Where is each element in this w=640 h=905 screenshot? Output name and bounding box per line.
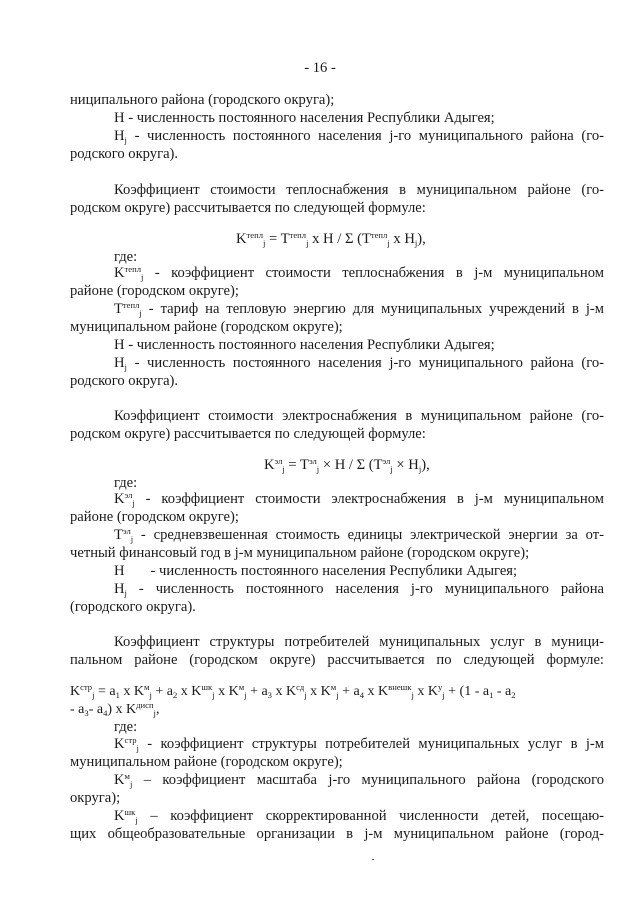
paragraph-line: родском округе) рассчитывается по следующей формуле: bbox=[70, 426, 426, 442]
definition-line: $K^м_j$ – коэффициент масштаба j-го муниципального района (городского bbox=[114, 771, 604, 789]
definition-line: $H_j$ - численность постоянного населения j-го муниципального района bbox=[114, 581, 604, 598]
definition-line: H - численность постоянного населения Республики Адыгея; bbox=[114, 563, 518, 579]
definition-line: $T^{тепл}_j$ - тариф на тепловую энергию для муниципальных учреждений в j-м bbox=[114, 300, 604, 318]
text-line: ниципального района (городского округа); bbox=[70, 92, 335, 108]
definition-line: $K^{эл}_j$ - коэффициент стоимости электроснабжения в j-м муниципальном bbox=[114, 490, 604, 508]
definition-line: щих общеобразовательные организации в j-м муниципальном районе (город- bbox=[70, 826, 604, 842]
definition-line: $K^{тепл}_j$ - коэффициент стоимости теплоснабжения в j-м муниципальном bbox=[114, 264, 604, 282]
definition-line: $H_j$ - численность постоянного населения j-го муниципального района (го- bbox=[114, 355, 604, 372]
scan-speck bbox=[372, 859, 374, 860]
definition-line: муниципальном районе (городском округе); bbox=[70, 754, 343, 770]
definition-line: $K^{стр}_j$ - коэффициент структуры потребителей муниципальных услуг в j-м bbox=[114, 735, 604, 753]
text-line: $H_j$ - численность постоянного населения j-го муниципального района (го- bbox=[114, 128, 604, 145]
definition-line: районе (городском округе); bbox=[70, 509, 239, 525]
text-line: родского округа). bbox=[70, 146, 179, 162]
formula-structure-line1: $K^{стр}_j = a_1$ x $K^м_j + a_2$ x $K^{шк}_j$ x $K^м_j + a_3$ x $K^{сд}_j$ x $K^м_j + a_4$ x $K^{внешк}_j$ x $K^у_j + (1 - a_1 - a_2$ bbox=[70, 682, 516, 700]
definition-line: (городского округа). bbox=[70, 599, 196, 615]
formula-electricity: $K^{эл}_j = T^{эл}_j \times H / \Sigma$ $(T^{эл}_j \times H_j)$, bbox=[264, 456, 430, 474]
definition-line: Н - численность постоянного населения Республики Адыгея; bbox=[114, 337, 495, 353]
page-number: - 16 - bbox=[304, 60, 336, 76]
where-label: где: bbox=[114, 475, 138, 491]
paragraph-line: Коэффициент стоимости электроснабжения в муниципальном районе (го- bbox=[114, 408, 604, 424]
definition-line: муниципальном районе (городском округе); bbox=[70, 319, 343, 335]
definition-line: $K^{шк}_j$ – коэффициент скорректированной численности детей, посещаю- bbox=[114, 807, 604, 825]
definition-line: $T^{эл}_j$ - средневзвешенная стоимость единицы электрической энергии за от- bbox=[114, 526, 604, 544]
where-label: где: bbox=[114, 719, 138, 735]
formula-structure-line2: - $a_3-$ $a_4$) x $K^{дисп}_j$, bbox=[70, 700, 160, 718]
paragraph-line: родском округе) рассчитывается по следующей формуле: bbox=[70, 200, 426, 216]
formula-heat: $K^{тепл}_j = T^{тепл}_j$ x H / Σ ($T^{тепл}_j$ x $H_j$), bbox=[236, 230, 426, 248]
paragraph-line: Коэффициент структуры потребителей муниципальных услуг в муници- bbox=[114, 634, 604, 650]
where-label: где: bbox=[114, 249, 138, 265]
definition-line: округа); bbox=[70, 790, 121, 806]
definition-line: районе (городском округе); bbox=[70, 283, 239, 299]
paragraph-line: Коэффициент стоимости теплоснабжения в муниципальном районе (го- bbox=[114, 182, 604, 198]
definition-line: родского округа). bbox=[70, 373, 179, 389]
paragraph-line: пальном районе (городском округе) рассчитывается по следующей формуле: bbox=[70, 652, 604, 668]
text-line: Н - численность постоянного населения Республики Адыгея; bbox=[114, 110, 495, 126]
definition-line: четный финансовый год в j-м муниципальном районе (городском округе); bbox=[70, 545, 530, 561]
